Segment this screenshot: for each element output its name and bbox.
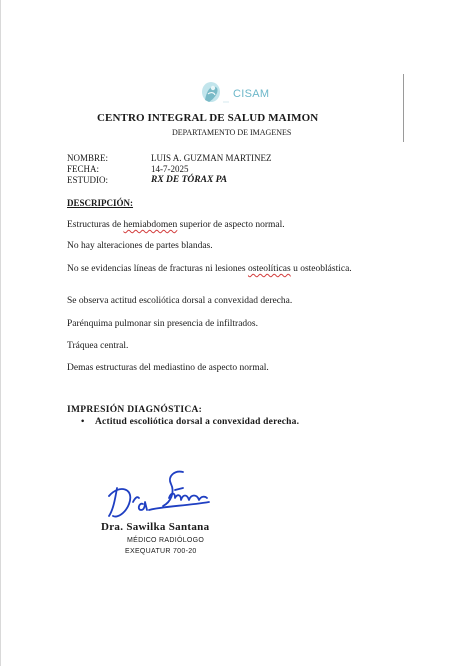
text-span: No se evidencias líneas de fracturas ni lesiones (67, 264, 248, 274)
name-label: NOMBRE: (67, 153, 109, 163)
study-label: ESTUDIO: (67, 175, 108, 185)
date-label: FECHA: (67, 164, 100, 174)
doctor-role: MÉDICO RADIÓLOGO (127, 537, 205, 544)
impression-item-text: Actitud escoliótica dorsal a convexidad derecha. (95, 417, 300, 427)
impression-list-item (81, 417, 299, 427)
text-span: Estructuras de (67, 220, 124, 230)
description-paragraph: Parénquima pulmonar sin presencia de infiltrados. (67, 319, 259, 329)
department-subtitle: DEPARTAMENTO DE IMAGENES (172, 128, 292, 137)
spellcheck-flagged-word: osteolíticas (247, 264, 291, 274)
text-span: u osteoblástica. (290, 264, 352, 274)
logo-text: CISAM (233, 88, 270, 100)
text-span: superior de aspecto normal. (177, 220, 285, 230)
doctor-name: Dra. Sawilka Santana (101, 521, 210, 533)
handwritten-signature (105, 466, 225, 526)
description-paragraph: No hay alteraciones de partes blandas. (67, 241, 213, 251)
description-paragraph (67, 263, 367, 275)
description-paragraph: Tráquea central. (67, 341, 129, 351)
page-margin-marker (403, 74, 404, 142)
description-heading: DESCRIPCIÓN: (67, 198, 134, 208)
doctor-exequatur: EXEQUATUR 700-20 (125, 548, 197, 555)
description-paragraph: Demas estructuras del mediastino de aspecto normal. (67, 363, 269, 373)
bullet-icon: • (81, 417, 85, 427)
date-value: 14-7-2025 (151, 164, 189, 174)
center-title: CENTRO INTEGRAL DE SALUD MAIMON (97, 112, 319, 124)
name-value: LUIS A. GUZMAN MARTINEZ (151, 153, 272, 163)
impression-heading: IMPRESIÓN DIAGNÓSTICA: (67, 405, 203, 415)
description-paragraph (67, 219, 367, 231)
study-value: RX DE TÓRAX PA (151, 175, 228, 185)
spellcheck-flagged-word: hemiabdomen (123, 220, 178, 230)
description-paragraph: Se observa actitud escoliótica dorsal a convexidad derecha. (67, 296, 293, 306)
